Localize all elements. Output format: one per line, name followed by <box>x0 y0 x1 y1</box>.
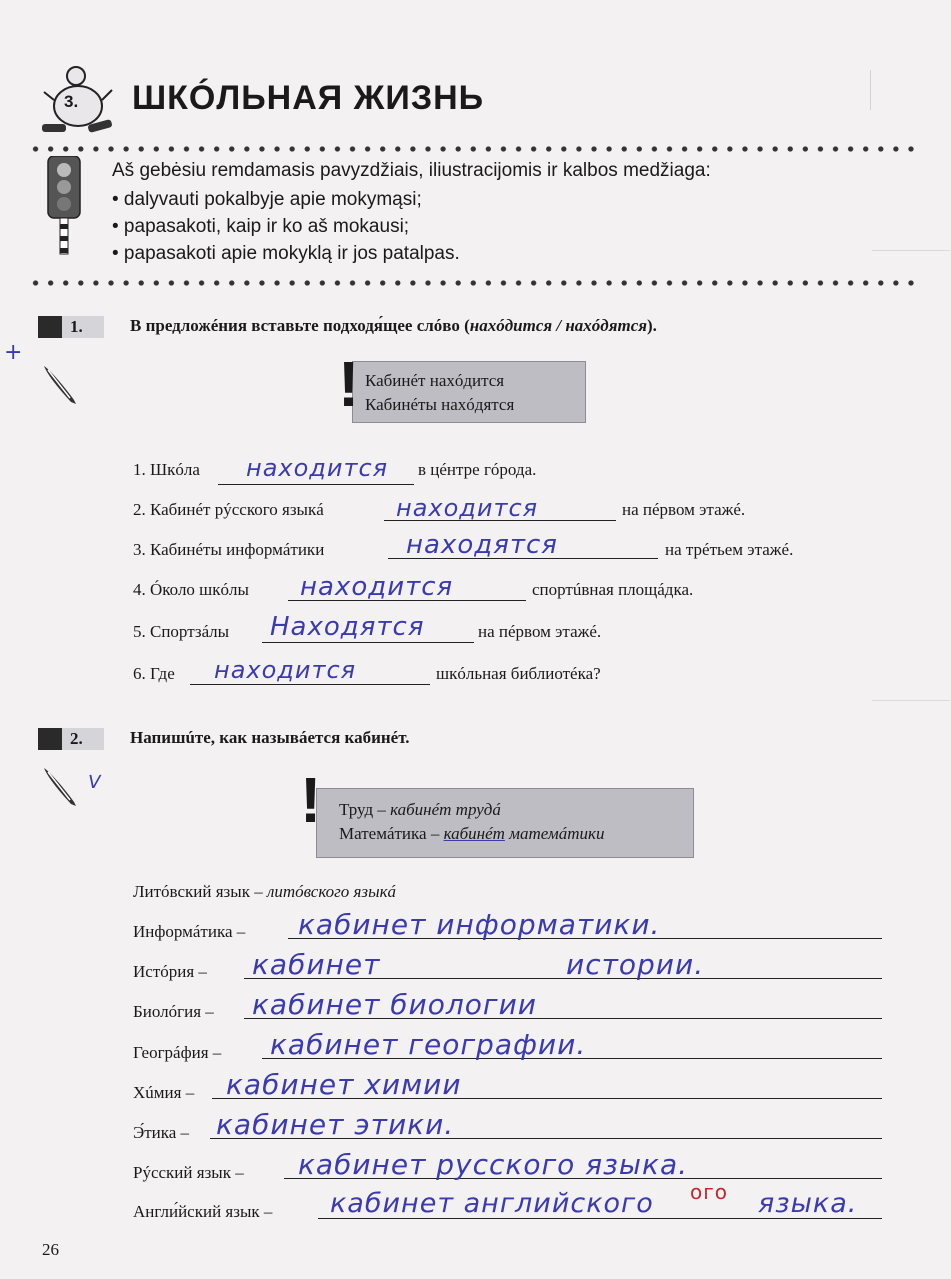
rule-line: Матемáтика – кабинéт матемáтики <box>339 824 605 843</box>
unit-title: ШКÓЛЬНАЯ ЖИЗНЬ <box>132 79 485 117</box>
task-number-badge: 2. <box>38 728 104 750</box>
handwritten-answer: кабинет химии <box>226 1068 462 1101</box>
handwritten-answer: находятся <box>406 530 558 560</box>
subject-label: Биолóгия – <box>133 1002 214 1021</box>
sentence-text: 5. Спортзáлы <box>133 622 230 641</box>
teacher-mark: + <box>4 340 24 365</box>
sentence-text: 2. Кабинéт рýсского языкá <box>133 500 324 519</box>
subject-label: Рýсский язык – <box>133 1163 244 1182</box>
handwritten-answer: кабинет этики. <box>216 1108 455 1141</box>
handwritten-answer: истории. <box>566 948 705 981</box>
dotted-divider <box>28 145 920 153</box>
sentence-text: 6. Где <box>133 664 175 683</box>
handwritten-answer: языка. <box>758 1188 858 1219</box>
example-row: Литóвский язык – литóвского языкá <box>133 882 397 901</box>
exclamation-icon: ! <box>338 348 360 420</box>
sentence-text: на пéрвом этажé. <box>478 622 602 641</box>
unit-number-badge: 3. <box>64 92 79 111</box>
task-number-badge: 1. <box>38 316 104 338</box>
sentence-text: 4. Óколо шкóлы <box>133 580 249 599</box>
rule-box <box>352 361 586 423</box>
handwritten-answer: Находятся <box>270 612 425 642</box>
exclamation-icon: ! <box>300 764 322 836</box>
pen-icon <box>40 362 80 406</box>
rule-line: Кабинéт нахóдится <box>365 371 505 390</box>
sentence-text: на трéтьем этажé. <box>665 540 794 559</box>
traffic-light-icon <box>42 156 86 256</box>
goal-item: • papasakoti apie mokyklą ir jos patalpas. <box>112 243 460 264</box>
rule-box <box>316 788 694 858</box>
answer-line <box>262 642 474 643</box>
subject-label: Информáтика – <box>133 922 246 941</box>
handwritten-answer: кабинет информатики. <box>298 908 661 941</box>
task-title: Напишúте, как назывáется кабинéт. <box>130 728 410 747</box>
subject-label: Истóрия – <box>133 962 207 981</box>
sentence-text: на пéрвом этажé. <box>622 500 746 519</box>
pen-icon <box>40 764 80 808</box>
handwritten-answer: кабинет английского <box>330 1188 654 1219</box>
sentence-text: 3. Кабинéты информáтики <box>133 540 325 559</box>
goal-item: • dalyvauti pokalbyje apie mokymąsi; <box>112 189 422 210</box>
dotted-divider <box>28 279 920 287</box>
handwritten-answer: находится <box>214 656 357 684</box>
handwritten-answer: находится <box>300 572 454 602</box>
rule-line: Труд – кабинéт трудá <box>339 800 501 819</box>
subject-label: Англи́йский язык – <box>133 1202 273 1221</box>
sentence-text: шкóльная библиотéка? <box>436 664 601 683</box>
rule-line: Кабинéты нахóдятся <box>365 395 515 414</box>
handwritten-answer: находится <box>396 494 539 522</box>
goals-intro: Aš gebėsiu remdamasis pavyzdžiais, iliustracijomis ir kalbos medžiaga: <box>112 160 711 181</box>
sentence-text: 1. Шкóла <box>133 460 200 479</box>
sentence-text: спортúвная площáдка. <box>532 580 694 599</box>
page-number: 26 <box>42 1240 59 1259</box>
subject-label: Э́тика – <box>133 1123 190 1142</box>
handwritten-answer: кабинет географии. <box>270 1028 587 1061</box>
teacher-mark: V <box>86 772 104 793</box>
teacher-correction: ого <box>690 1180 728 1204</box>
handwritten-answer: кабинет биологии <box>252 988 538 1021</box>
handwritten-answer: кабинет русского языка. <box>298 1148 689 1181</box>
answer-line <box>190 684 430 685</box>
subject-label: Хúмия – <box>133 1083 195 1102</box>
subject-label: Геогрáфия – <box>133 1043 222 1062</box>
handwritten-answer: находится <box>246 454 389 482</box>
task-title: В предложéния вставьте подходя́щее слóво (нахóдится / нахóдятся). <box>130 316 657 335</box>
goal-item: • papasakoti, kaip ir ko aš mokausi; <box>112 216 410 237</box>
handwritten-answer: кабинет <box>252 948 381 981</box>
answer-line <box>218 484 414 485</box>
sentence-text: в цéнтре гóрода. <box>418 460 537 479</box>
